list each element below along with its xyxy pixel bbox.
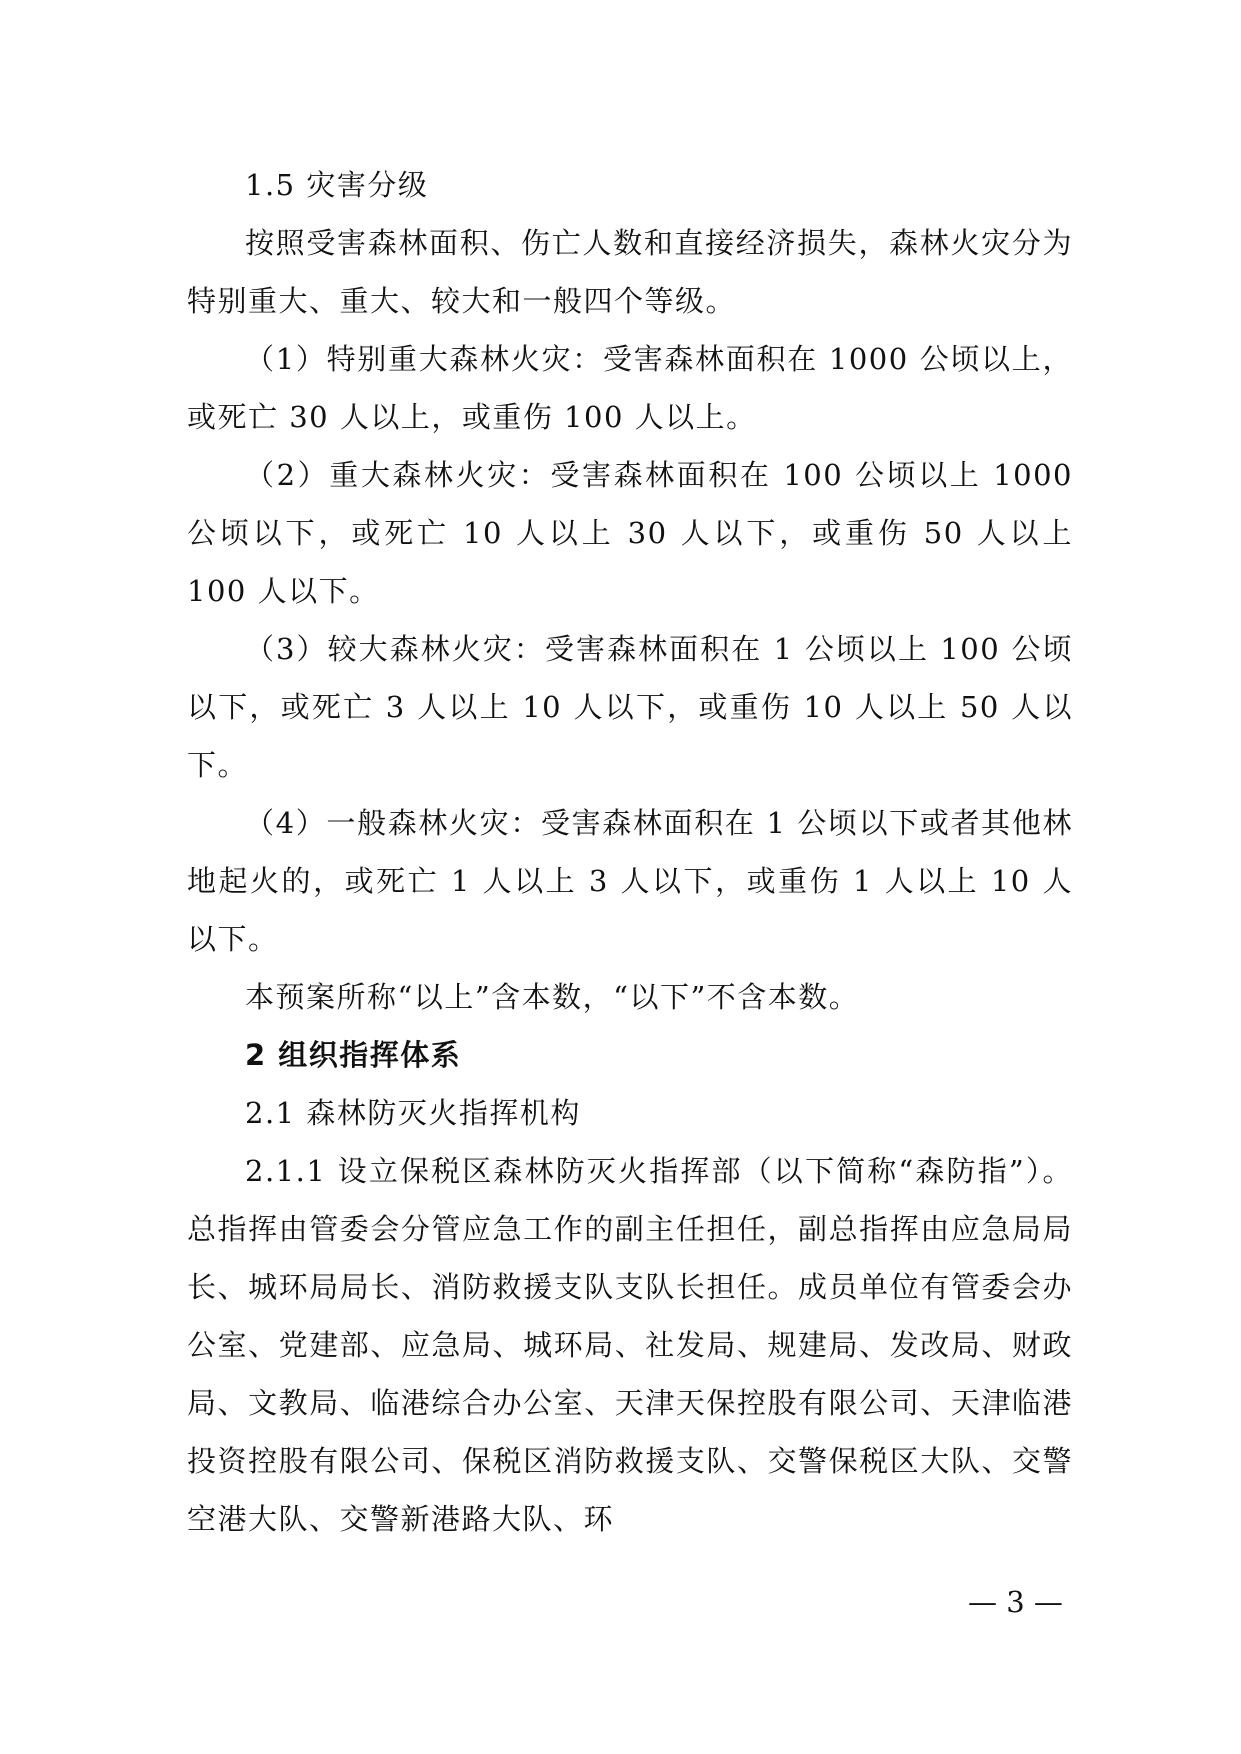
section-2-1-1-paragraph: 2.1.1 设立保税区森林防灭火指挥部（以下简称“森防指”）。总指挥由管委会分管应急工作的副主任担任，副总指挥由应急局局长、城环局局长、消防救援支队支队长担任。成员单位有管委会办公室、党建部、应急局、城环局、社发局、规建局、发改局、财政局、文教局、临港综合办公室、天津天保控股有限公司、天津临港投资控股有限公司、保税区消防救援支队、交警保税区大队、交警空港大队、交警新港路大队、环 <box>187 1154 1073 1536</box>
grading-intro-paragraph: 按照受害森林面积、伤亡人数和直接经济损失，森林火灾分为特别重大、重大、较大和一般四个等级。 <box>187 226 1073 318</box>
definition-note-paragraph: 本预案所称“以上”含本数，“以下”不含本数。 <box>245 980 860 1014</box>
grade-3-paragraph: （3）较大森林火灾：受害森林面积在 1 公顷以上 100 公顷以下，或死亡 3 人以上 10 人以下，或重伤 10 人以上 50 人以下。 <box>187 632 1073 782</box>
document-body <box>187 156 1073 1548</box>
page-number: — 3 — <box>968 1585 1063 1619</box>
grade-1-paragraph: （1）特别重大森林火灾：受害森林面积在 1000 公顷以上，或死亡 30 人以上，或重伤 100 人以上。 <box>187 342 1073 434</box>
grade-4-paragraph: （4）一般森林火灾：受害森林面积在 1 公顷以下或者其他林地起火的，或死亡 1 人以上 3 人以下，或重伤 1 人以上 10 人以下。 <box>187 806 1073 956</box>
section-2-1-heading: 2.1 森林防灭火指挥机构 <box>245 1096 581 1130</box>
section-1-5-heading: 1.5 灾害分级 <box>245 168 429 202</box>
grade-2-paragraph: （2）重大森林火灾：受害森林面积在 100 公顷以上 1000 公顷以下，或死亡 10 人以上 30 人以下，或重伤 50 人以上 100 人以下。 <box>187 458 1073 608</box>
section-2-heading: 2 组织指挥体系 <box>245 1038 462 1072</box>
